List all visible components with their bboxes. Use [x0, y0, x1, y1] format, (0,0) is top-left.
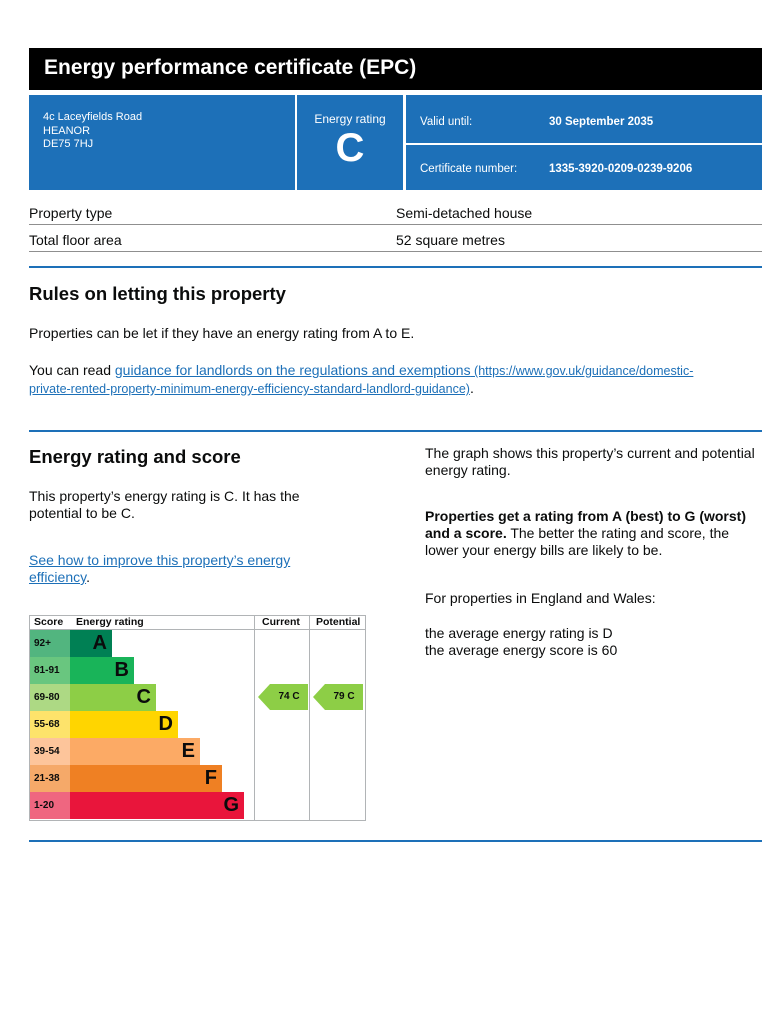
page-title: Energy performance certificate (EPC) [44, 56, 417, 79]
section-divider [29, 430, 762, 432]
band-score-g: 1-20 [30, 792, 70, 819]
address-block [29, 95, 295, 190]
valid-until-label: Valid until: [420, 116, 473, 128]
chart-header-rating: Energy rating [76, 616, 144, 628]
energy-rating-label: Energy rating [314, 112, 386, 126]
floor-area-value: 52 square metres [396, 232, 505, 248]
band-score-a: 92+ [30, 630, 70, 657]
letting-para-2-suffix: . [469, 380, 474, 396]
letting-para-2-prefix: You can read [29, 362, 115, 378]
certificate-header [29, 48, 762, 90]
chart-header-score: Score [34, 616, 64, 628]
graph-explainer: The graph shows this property’s current and potential energy rating. [425, 445, 755, 478]
band-bar-a: A [70, 630, 112, 657]
energy-rating-chart [29, 615, 366, 821]
average-score: the average energy score is 60 [425, 642, 618, 658]
address-line-2: HEANOR [43, 124, 91, 137]
rating-scale-explainer [425, 508, 762, 559]
letting-para-1: Properties can be let if they have an energy rating from A to E. [29, 325, 415, 341]
property-type-row [29, 198, 762, 225]
floor-area-label: Total floor area [29, 232, 122, 248]
certificate-number-block [406, 145, 762, 190]
address-line-3: DE75 7HJ [43, 138, 94, 150]
energy-rating-letter: C [335, 126, 365, 170]
band-bar-d: D [70, 711, 178, 738]
band-bar-b: B [70, 657, 134, 684]
improve-para [29, 552, 329, 586]
property-type-label: Property type [29, 205, 113, 221]
energy-rating-box [297, 95, 403, 190]
address-line-1: 4c Laceyfields Road [43, 111, 143, 123]
potential-rating-arrow-label: 79 C [333, 691, 355, 702]
improve-suffix: . [86, 569, 90, 585]
valid-until-block [406, 95, 762, 143]
potential-rating-arrow [313, 684, 363, 710]
band-bar-c: C [70, 684, 156, 711]
certificate-number-value: 1335-3920-0209-0239-9206 [549, 163, 693, 175]
potential-column-divider [309, 616, 310, 820]
landlord-guidance-url: (https://www.gov.uk/guidance/domestic-private-rented-property-minimum-energy-efficiency-standard-landlord-guidance) [29, 364, 694, 396]
rating-heading-wrap [29, 446, 241, 468]
certificate-number-label: Certificate number: [420, 163, 518, 175]
band-bar-e: E [70, 738, 200, 765]
band-bar-g: G [70, 792, 244, 819]
band-score-e: 39-54 [30, 738, 70, 765]
band-bar-f: F [70, 765, 222, 792]
band-score-c: 69-80 [30, 684, 70, 711]
floor-area-row [29, 225, 762, 252]
improve-efficiency-link[interactable]: See how to improve this property’s energy efficiency [29, 552, 291, 585]
chart-header-potential: Potential [316, 616, 361, 628]
current-rating-arrow-label: 74 C [278, 691, 300, 702]
current-rating-arrow [258, 684, 308, 710]
band-score-d: 55-68 [30, 711, 70, 738]
rating-scale-rest: The better the rating and score, the lower your energy bills are likely to be. [425, 525, 730, 558]
rating-heading: Energy rating and score [29, 446, 241, 467]
section-divider [29, 266, 762, 268]
chart-header-current: Current [262, 616, 300, 628]
band-score-b: 81-91 [30, 657, 70, 684]
landlord-guidance-link[interactable] [29, 362, 693, 396]
landlord-guidance-link-text: guidance for landlords on the regulations and exemptions [114, 362, 471, 378]
current-column-divider [254, 616, 255, 820]
england-wales-label: For properties in England and Wales: [425, 590, 656, 606]
valid-until-value: 30 September 2035 [549, 116, 654, 128]
rating-scale-bold: Properties get a rating from A (best) to G (worst) and a score. [425, 508, 746, 541]
section-divider [29, 840, 762, 842]
letting-heading-wrap [29, 283, 286, 305]
letting-heading: Rules on letting this property [29, 283, 286, 304]
band-score-f: 21-38 [30, 765, 70, 792]
rating-para-1: This property’s energy rating is C. It has the potential to be C. [29, 488, 300, 521]
letting-para-2 [29, 362, 729, 398]
average-rating: the average energy rating is D [425, 625, 613, 641]
property-type-value: Semi-detached house [396, 205, 533, 221]
